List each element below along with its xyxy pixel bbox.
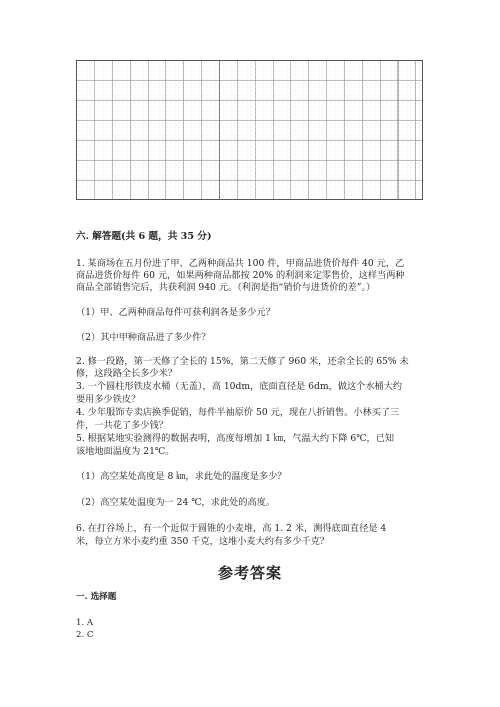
answers-title: 参考答案 [217, 564, 282, 582]
question-1-line-3: 商品全部销售完后，共获利润 940 元。（利润是指“销价与进货价的差”。） [76, 282, 376, 293]
writing-grid-dots [77, 61, 422, 199]
writing-grid [76, 60, 423, 200]
question-2-line-1: 2. 修一段路，第一天修了全长的 15%，第二天修了 960 米，还余全长的 65% 未 [76, 356, 409, 367]
question-4-line-1: 4. 少年服饰专卖店换季促销，每件半袖原价 50 元，现在八折销售。小林买了三 [76, 407, 400, 418]
question-1-sub-2: （2）其中甲种商品进了多少件？ [76, 332, 211, 343]
question-2-line-2: 修，这段路全长多少米？ [76, 368, 178, 379]
question-3-line-1: 3. 一个圆柱形铁皮水桶（无盖），高 10dm，底面直径是 6dm，做这个水桶大约 [76, 381, 403, 392]
question-1-sub-1: （1）甲、乙两种商品每件可获利润各是多少元？ [76, 307, 275, 318]
question-3-line-2: 要用多少铁皮？ [76, 394, 141, 405]
question-1-line-1: 1. 某商场在五月份进了甲、乙两种商品共 100 件，甲商品进货价每件 40 元，乙 [76, 258, 405, 269]
question-5-line-2: 该地地面温度为 21℃。 [76, 446, 175, 457]
answer-1: 1. A [76, 618, 94, 628]
question-6-line-2: 米，每立方米小麦约重 350 千克，这堆小麦大约有多少千克？ [76, 536, 330, 547]
answers-section-heading: 一. 选择题 [76, 592, 117, 602]
question-4-line-2: 件，一共花了多少钱？ [76, 420, 168, 431]
question-5-line-1: 5. 根据某地实验测得的数据表明，高度每增加 1 ㎞，气温大约下降 6℃，已知 [76, 433, 395, 444]
question-1-line-2: 商品进货价每件 60 元，如果两种商品都按 20% 的利润来定零售价，这样当两种 [76, 270, 405, 281]
answer-2: 2. C [76, 630, 94, 640]
question-5-sub-2: （2）高空某处温度为一 24 ℃，求此处的高度。 [76, 497, 276, 508]
section-heading: 六. 解答题(共 6 题，共 35 分) [76, 231, 212, 242]
question-6-line-1: 6. 在打谷场上，有一个近似于圆锥的小麦堆，高 1. 2 米，测得底面直径是 4 [76, 523, 387, 534]
question-5-sub-1: （1）高空某处高度是 8 ㎞，求此处的温度是多少？ [76, 471, 287, 482]
